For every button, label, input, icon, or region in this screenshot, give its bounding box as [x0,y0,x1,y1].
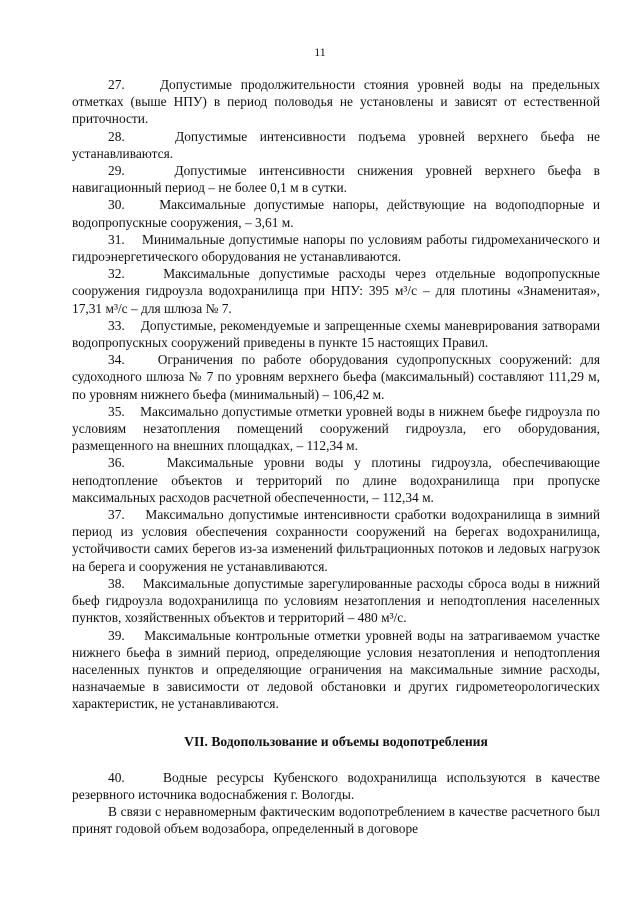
paragraph-33: 33. Допустимые, рекомендуемые и запрещенные схемы маневрирования затворами водопропускных сооружений приведены в пункте 15 настоящих Правил. [72,317,600,351]
paragraph-28: 28. Допустимые интенсивности подъема уровней верхнего бьефа не устанавливаются. [72,128,600,161]
paragraph-31: 31. Минимальные допустимые напоры по условиям работы гидромеханического и гидроэнергетического оборудования не устанавливаются. [72,231,600,265]
section-heading: VII. Водопользование и объемы водопотребления [184,733,488,749]
paragraph-39: 39. Максимальные контрольные отметки уровней воды на затрагиваемом участке нижнего бьефа в зимний период, определяющие условия незатопления и неподтопления населенных пунктов и определяющие ограничения на максимальные зимние расходы, назначаемые в зависимости от ледовой обстановки и других гидрометеорологических характеристик, не устанавливаются. [72,627,600,712]
paragraph-29: 29. Допустимые интенсивности снижения уровней верхнего бьефа в навигационный период – не более 0,1 м в сутки. [72,163,600,196]
paragraph-continuation: В связи с неравномерным фактическим водопотреблением в качестве расчетного был принят годовой объем водозабора, определенный в договоре [72,804,600,837]
page-number: 11 [314,45,326,59]
paragraph-36: 36. Максимальные уровни воды у плотины гидроузла, обеспечивающие неподтопление объектов и территорий по длине водохранилища при пропуске максимальных расходов расчетной обеспеченности, – 112,34 м. [72,455,600,505]
paragraph-30: 30. Максимальные допустимые напоры, действующие на водоподпорные и водопропускные сооружения, – 3,61 м. [72,197,600,230]
paragraph-32: 32. Максимальные допустимые расходы через отдельные водопропускные сооружения гидроузла водохранилища при НПУ: 395 м³/с – для плотины «Знаменитая», 17,31 м³/с – для шлюза № 7. [72,266,600,316]
paragraph-40: 40. Водные ресурсы Кубенского водохранилища используются в качестве резервного источника водоснабжения г. Вологды. [72,769,600,802]
document-body [72,76,600,838]
paragraph-35: 35. Максимально допустимые отметки уровней воды в нижнем бьефе гидроузла по условиям незатопления помещений сооружений гидроузла, его оборудования, размещенного на внешних площадках, – 112,34 м. [72,403,600,454]
paragraph-34: 34. Ограничения по работе оборудования судопропускных сооружений: для судоходного шлюза № 7 по уровням верхнего бьефа (максимальный) составляют 111,29 м, по уровням нижнего бьефа (минимальный) – 106,42 м. [72,352,600,402]
paragraph-37: 37. Максимально допустимые интенсивности сработки водохранилища в зимний период из условия обеспечения сохранности сооружений на берегах водохранилища, устойчивости самих берегов из-за изменений фильтрационных потоков и ледовых нагрузок на берега и сооружения не устанавливаются. [72,507,600,574]
paragraph-38: 38. Максимальные допустимые зарегулированные расходы сброса воды в нижний бьеф гидроузла водохранилища по условиям незатопления и неподтопления населенных пунктов, хозяйственных объектов и территорий – 480 м³/с. [72,575,600,626]
paragraph-27: 27. Допустимые продолжительности стояния уровней воды на предельных отметках (выше НПУ) в период половодья не установлены и зависят от естественной приточности. [72,77,600,127]
